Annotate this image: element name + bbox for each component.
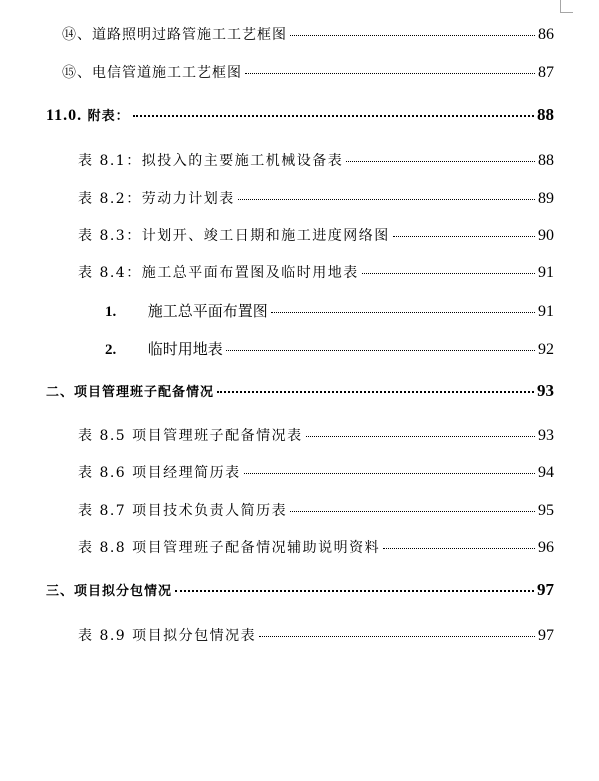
toc-entry-label: 表 8.8 项目管理班子配备情况辅助说明资料 (78, 540, 381, 556)
toc-entry-label: 表 8.5 项目管理班子配备情况表 (78, 428, 303, 444)
toc-entry-label: 表 8.7 项目技术负责人简历表 (78, 503, 288, 519)
toc-page-number: 91 (538, 264, 554, 281)
toc-page-number: 96 (538, 539, 554, 556)
toc-section-3[interactable] (46, 580, 554, 600)
dot-leader (244, 472, 535, 474)
dot-leader (290, 510, 535, 512)
dot-leader (271, 311, 535, 313)
toc-table-8-4[interactable] (78, 262, 554, 282)
toc-section-number: 11.0. (46, 107, 83, 124)
dot-leader (362, 272, 535, 274)
dot-leader (346, 160, 535, 162)
dot-leader (238, 198, 535, 200)
page-corner-mark (560, 0, 573, 13)
toc-page-number: 92 (538, 341, 554, 358)
toc-sub-2[interactable] (105, 338, 554, 359)
toc-section-title: 三、项目拟分包情况 (46, 584, 173, 599)
dot-leader (290, 34, 535, 36)
dot-leader (133, 114, 534, 117)
toc-page-number: 86 (538, 26, 554, 43)
toc-entry-label: 表 8.9 项目拟分包情况表 (78, 628, 257, 644)
toc-sub-number: 1. (105, 304, 117, 320)
toc-sub-title: 施工总平面布置图 (147, 302, 268, 320)
toc-entry-14[interactable] (62, 24, 554, 44)
toc-page-number: 97 (538, 627, 554, 644)
dot-leader (226, 349, 535, 351)
toc-entry-label: 表 8.6 项目经理简历表 (78, 465, 241, 481)
toc-table-8-1[interactable] (78, 150, 554, 170)
toc-page-number: 97 (537, 580, 554, 599)
dot-leader (306, 435, 535, 437)
toc-entry-label (105, 300, 268, 321)
toc-table-8-9[interactable] (78, 625, 554, 645)
dot-leader (383, 547, 535, 549)
toc-entry-label: 表 8.2：劳动力计划表 (78, 191, 235, 207)
toc-entry-label: ⑭、道路照明过路管施工工艺框图 (62, 27, 287, 43)
dot-leader (217, 390, 534, 393)
toc-section-title: 二、项目管理班子配备情况 (46, 385, 215, 400)
toc-entry-15[interactable] (62, 62, 554, 82)
toc-page-number: 88 (537, 105, 554, 124)
toc-table-8-2[interactable] (78, 188, 554, 208)
toc-sub-title: 临时用地表 (147, 340, 223, 358)
dot-leader (259, 635, 535, 637)
toc-page-number: 95 (538, 502, 554, 519)
toc-entry-label (105, 338, 223, 359)
dot-leader (393, 235, 535, 237)
toc-section-title: 附表： (87, 109, 130, 124)
toc-page-number: 93 (537, 381, 554, 400)
dot-leader (175, 589, 534, 592)
toc-section-label (46, 105, 130, 125)
toc-section-2[interactable] (46, 381, 554, 401)
toc-table-8-5[interactable] (78, 425, 554, 445)
toc-page-number: 93 (538, 427, 554, 444)
toc-entry-label: 表 8.1：拟投入的主要施工机械设备表 (78, 153, 344, 169)
toc-entry-label: 表 8.3：计划开、竣工日期和施工进度网络图 (78, 228, 390, 244)
toc-page-number: 94 (538, 464, 554, 481)
toc-section-11[interactable] (46, 105, 554, 125)
toc-entry-label: 表 8.4：施工总平面布置图及临时用地表 (78, 265, 359, 281)
toc-page-number: 87 (538, 64, 554, 81)
toc-sub-number: 2. (105, 342, 117, 358)
toc-page-number: 90 (538, 227, 554, 244)
toc-sub-1[interactable] (105, 300, 554, 321)
toc-table-8-6[interactable] (78, 462, 554, 482)
toc-table-8-7[interactable] (78, 500, 554, 520)
toc-page-number: 91 (538, 303, 554, 320)
toc-entry-label: ⑮、电信管道施工工艺框图 (62, 65, 242, 81)
toc-page-number: 89 (538, 190, 554, 207)
toc-page-number: 88 (538, 152, 554, 169)
toc-table-8-8[interactable] (78, 537, 554, 557)
dot-leader (245, 72, 535, 74)
toc-table-8-3[interactable] (78, 225, 554, 245)
